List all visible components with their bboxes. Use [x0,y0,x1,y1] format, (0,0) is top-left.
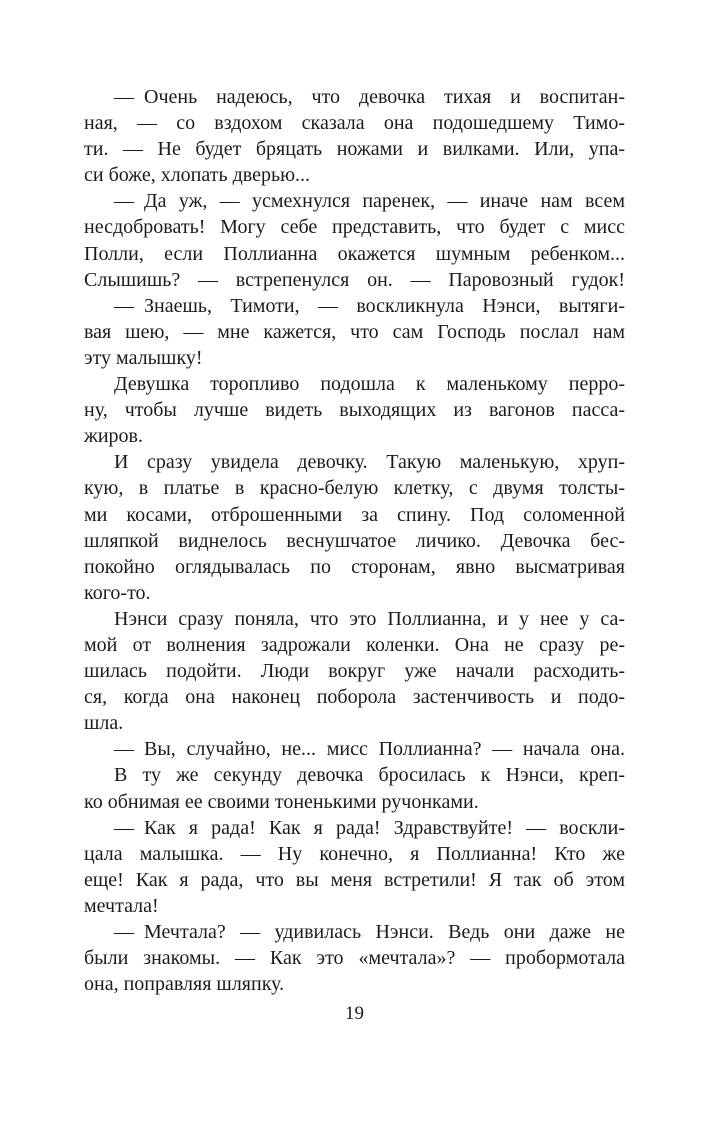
text-line: ся, когда она наконец поборола застенчивость и подо- [84,686,625,709]
text-line: мечтала! [84,894,159,917]
text-line: — Очень надеюсь, что девочка тихая и воспитан- [114,86,625,108]
text-line: шилась подойти. Люди вокруг уже начали расходить- [84,660,625,683]
text-line: си боже, хлопать дверью... [84,164,311,187]
text-line: — Знаешь, Тимоти, — воскликнула Нэнси, вытяги- [114,294,625,317]
text-line: кого-то. [84,581,151,604]
text-line: ная, — со вздохом сказала она подошедшему Тимо- [84,112,625,135]
text-line: жиров. [84,425,143,448]
text-line: она, поправляя шляпку. [84,973,285,996]
paragraph [84,188,625,292]
paragraph [84,449,625,606]
text-line: мой от волнения задрожали коленки. Она не сразу ре- [84,633,625,656]
text-line: ти. — Не будет бряцать ножами и вилками. Или, упа- [84,138,625,161]
text-line: эту малышку! [84,346,203,369]
paragraph [84,293,625,371]
text-line: — Вы, случайно, не... мисс Поллианна? — начала она. [114,738,625,761]
text-line: кую, в платье в красно-белую клетку, с двумя толсты- [84,477,625,500]
text-line: — Да уж, — усмехнулся паренек, — иначе нам всем [114,190,625,213]
text-line: И сразу увидела девочку. Такую маленькую, хруп- [114,451,625,474]
paragraph [84,815,625,919]
text-line: были знакомы. — Как это «мечтала»? — пробормотала [84,947,625,970]
text-line: ми косами, отброшенными за спину. Под соломенной [84,503,625,526]
paragraph [84,371,625,449]
text-line: ко обнимая ее своими тоненькими ручонками. [84,790,479,813]
paragraph [84,84,625,188]
text-line: Полли, если Поллианна окажется шумным ребенком... [84,242,625,265]
text-line: Слышишь? — встрепенулся он. — Паровозный гудок! [84,268,625,291]
text-line: — Как я рада! Как я рада! Здравствуйте! — воскли- [114,816,625,839]
text-line: покойно оглядывалась по сторонам, явно высматривая [84,555,625,578]
text-line: шляпкой виднелось веснушчатое личико. Девочка бес- [84,529,625,552]
text-line: несдобровать! Могу себе представить, что будет с мисс [84,216,625,239]
text-line: вая шею, — мне кажется, что сам Господь послал нам [84,320,625,343]
paragraph [84,606,625,736]
text-line: Девушка торопливо подошла к маленькому перро- [114,373,625,396]
text-line: ну, чтобы лучше видеть выходящих из вагонов пасса- [84,399,625,422]
text-line: В ту же секунду девочка бросилась к Нэнси, креп- [114,764,625,787]
page-text [84,84,625,997]
text-line: цала малышка. — Ну конечно, я Поллианна! Кто же [84,842,625,865]
text-line: еще! Как я рада, что вы меня встретили! Я так об этом [84,868,625,891]
text-line: Нэнси сразу поняла, что это Поллианна, и у нее у са- [114,607,625,630]
paragraph [84,762,625,814]
page-number: 19 [345,1003,364,1024]
text-line: шла. [84,712,124,735]
text-line: — Мечтала? — удивилась Нэнси. Ведь они даже не [114,921,625,943]
paragraph [84,919,625,997]
paragraph [84,736,625,762]
